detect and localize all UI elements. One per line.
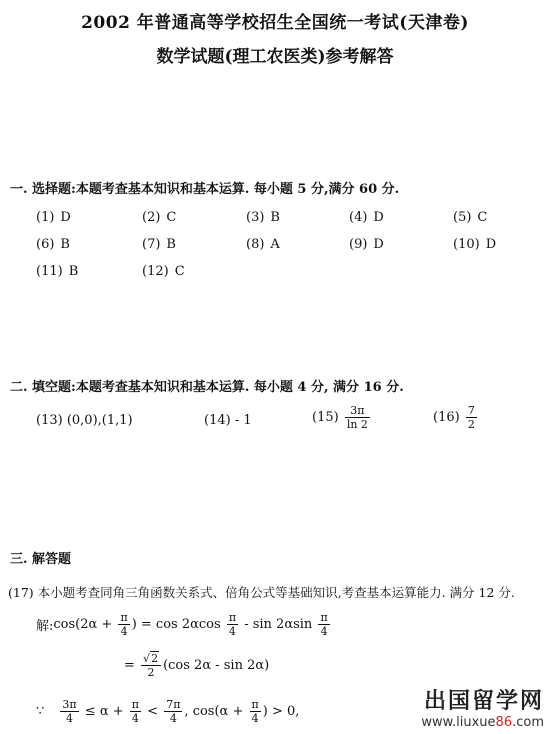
expr-cos-minus-sin: (cos 2α - sin 2α) (163, 658, 270, 673)
choice-answer-letter: D (485, 237, 497, 252)
numerator: 7π (166, 698, 181, 711)
choice-answer-number: (4) (349, 210, 368, 225)
answer-16 (433, 404, 479, 431)
answer-16-fraction (466, 404, 477, 431)
answer-15-denominator: ln 2 (346, 418, 368, 431)
choice-answer (36, 264, 78, 279)
fraction-pi-over-4 (130, 698, 141, 725)
choice-answer (453, 210, 487, 225)
expr-le-alpha-plus: ≤ α + (84, 704, 124, 719)
numerator: π (320, 611, 328, 624)
section3-heading: 三. 解答题 (10, 552, 72, 567)
choice-answer-letter: C (174, 264, 185, 279)
watermark-url-highlight: 86 (495, 715, 513, 730)
answer-16-numerator: 7 (467, 404, 475, 417)
equals-sign: = (124, 658, 135, 673)
choice-answer (246, 210, 280, 225)
expr-minus-sin: - sin 2αsin (244, 617, 313, 632)
watermark-title: 出国留学网 (423, 689, 544, 714)
expr-cos-2alpha: cos(2α + (53, 617, 113, 632)
numerator: 3π (62, 698, 77, 711)
choice-answer-number: (1) (36, 210, 55, 225)
answer-16-number: (16) (433, 410, 460, 425)
answer-13-number: (13) (36, 413, 63, 428)
denominator: 4 (66, 712, 74, 725)
choice-answer-letter: D (373, 237, 384, 252)
answer-16-denominator: 2 (467, 418, 475, 431)
fraction-sqrt2-over-2 (141, 652, 161, 679)
choice-answer-number: (3) (246, 210, 265, 225)
answer-14-number: (14) (204, 413, 231, 428)
numerator: π (228, 611, 237, 624)
numerator: π (251, 698, 259, 711)
choice-answer-number: (10) (453, 237, 480, 252)
choice-answer (36, 210, 71, 225)
fraction-pi-over-4 (227, 611, 238, 638)
watermark-url-suffix: .com (512, 715, 544, 730)
numerator: π (120, 611, 128, 624)
denominator: 2 (147, 666, 155, 679)
choice-answer (142, 264, 185, 279)
choice-answer-letter: C (477, 210, 488, 225)
fraction-pi-over-4 (250, 698, 261, 725)
expr-cos-alpha-plus: , cos(α + (184, 704, 244, 719)
expr-gt-zero: ) > 0, (262, 704, 300, 719)
question-17-intro: (17) 本小题考查同角三角函数关系式、倍角公式等基础知识,考查基本运算能力. 满分 12 分. (8, 585, 515, 600)
radicand: 2 (151, 652, 159, 665)
choice-answer-number: (12) (142, 264, 169, 279)
choice-answer-letter: B (60, 237, 70, 252)
answer-15-fraction (345, 404, 370, 431)
choice-answer (453, 237, 496, 252)
numerator (141, 652, 161, 666)
document-subtitle: 数学试题(理工农医类)参考解答 (156, 47, 394, 67)
choice-answer-letter: A (270, 237, 280, 252)
solution-line-3 (36, 698, 299, 725)
choice-answer-number: (8) (246, 237, 265, 252)
choice-answer-letter: B (270, 210, 280, 225)
fraction-pi-over-4 (318, 611, 329, 638)
choice-answer (246, 237, 280, 252)
choice-answer-number: (5) (453, 210, 472, 225)
denominator: 4 (120, 625, 128, 638)
document-title: 2002 年普通高等学校招生全国统一考试(天津卷) (81, 13, 469, 33)
less-than-sign: < (147, 704, 159, 719)
choice-answer-number: (11) (36, 264, 63, 279)
sqrt-symbol: √2 (143, 652, 159, 665)
choice-answer-letter: C (166, 210, 177, 225)
section2-heading: 二. 填空题:本题考查基本知识和基本运算. 每小题 4 分, 满分 16 分. (10, 380, 404, 395)
fraction-7pi-over-4 (164, 698, 182, 725)
choice-answer-number: (9) (349, 237, 368, 252)
fraction-3pi-over-4 (60, 698, 78, 725)
section1-heading: 一. 选择题:本题考查基本知识和基本运算. 每小题 5 分,满分 60 分. (10, 182, 400, 197)
watermark (421, 684, 544, 730)
choice-answer-letter: B (68, 264, 79, 279)
choice-answer (142, 237, 176, 252)
choice-answer-letter: B (166, 237, 176, 252)
choice-answer-letter: D (60, 210, 71, 225)
choice-answer (36, 237, 70, 252)
choice-answer-letter: D (373, 210, 384, 225)
answer-15 (312, 404, 372, 431)
choice-answer (142, 210, 176, 225)
answer-13 (36, 413, 133, 428)
denominator: 4 (320, 625, 328, 638)
answer-14 (204, 413, 252, 428)
answer-15-numerator: 3π (345, 404, 370, 418)
watermark-url (421, 715, 544, 730)
answer-15-number: (15) (312, 410, 339, 425)
watermark-url-prefix: www.liuxue (421, 715, 496, 730)
denominator: 4 (251, 712, 259, 725)
denominator: 4 (131, 712, 139, 725)
choice-answer-number: (7) (142, 237, 161, 252)
answer-14-value: - 1 (234, 413, 252, 428)
answer-13-value: (0,0),(1,1) (66, 413, 133, 428)
denominator: 4 (228, 625, 236, 638)
choice-answer-number: (2) (142, 210, 161, 225)
numerator: π (131, 698, 140, 711)
fraction-pi-over-4 (118, 611, 129, 638)
solution-line-2 (124, 652, 269, 679)
expr-cos-2alpha-cos: ) = cos 2αcos (131, 617, 221, 632)
choice-answer-number: (6) (36, 237, 55, 252)
solution-line-1 (36, 611, 332, 638)
choice-answer (349, 237, 384, 252)
solution-label: 解: (36, 619, 54, 634)
choice-answer (349, 210, 384, 225)
denominator: 4 (169, 712, 177, 725)
because-symbol: ∵ (36, 704, 45, 719)
